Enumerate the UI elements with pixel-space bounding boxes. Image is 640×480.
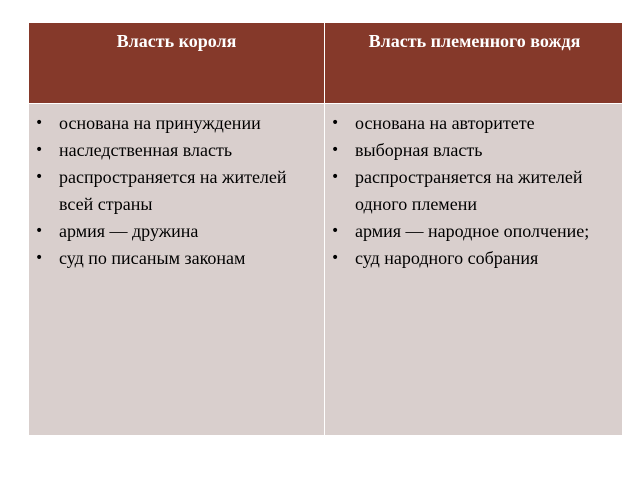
- bullet-icon: •: [331, 115, 340, 131]
- bullet-icon: •: [35, 250, 44, 266]
- list-item-text: суд народного собрания: [355, 248, 539, 268]
- bullet-icon: •: [35, 115, 44, 131]
- king-list: [33, 110, 314, 272]
- comparison-table: [28, 22, 623, 436]
- body-row: [29, 104, 623, 436]
- header-chief-power: Власть племенного вождя: [368, 31, 581, 51]
- header-cell-chief: [325, 23, 623, 104]
- list-item: [33, 110, 314, 137]
- list-item-text: основана на авторитете: [355, 113, 535, 133]
- list-item: [33, 245, 314, 272]
- header-row: [29, 23, 623, 104]
- list-item-text: наследственная власть: [59, 140, 233, 160]
- chief-list: [329, 110, 612, 272]
- list-item: [33, 218, 314, 245]
- bullet-icon: •: [331, 223, 340, 239]
- bullet-icon: •: [331, 169, 340, 185]
- bullet-icon: •: [35, 169, 44, 185]
- bullet-icon: •: [331, 250, 340, 266]
- header-king-power: Власть короля: [116, 31, 237, 51]
- list-item: [329, 245, 612, 272]
- list-item: [329, 137, 612, 164]
- list-item-text: армия — дружина: [59, 221, 199, 241]
- list-item: [329, 164, 612, 218]
- header-cell-king: [29, 23, 325, 104]
- list-item-text: армия — народное ополчение;: [355, 221, 590, 241]
- bullet-icon: •: [35, 142, 44, 158]
- bullet-icon: •: [331, 142, 340, 158]
- list-item-text: распространяется на жителей одного племени: [355, 167, 583, 214]
- list-item-text: распространяется на жителей всей страны: [59, 167, 287, 214]
- list-item: [329, 218, 612, 245]
- list-item-text: выборная власть: [355, 140, 483, 160]
- list-item: [33, 164, 314, 218]
- list-item-text: основана на принуждении: [59, 113, 261, 133]
- list-item: [33, 137, 314, 164]
- list-item-text: суд по писаным законам: [59, 248, 246, 268]
- bullet-icon: •: [35, 223, 44, 239]
- chief-cell: [325, 104, 623, 436]
- list-item: [329, 110, 612, 137]
- king-cell: [29, 104, 325, 436]
